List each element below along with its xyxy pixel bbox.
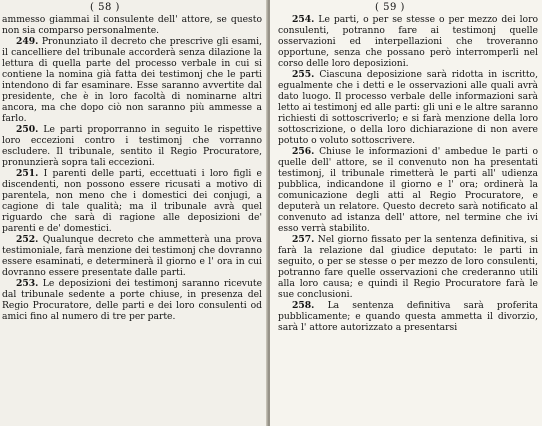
article-250	[2, 124, 262, 168]
article-249	[2, 36, 262, 124]
article-number: 258.	[292, 300, 315, 311]
right-page-text	[278, 14, 538, 426]
article-text: I parenti delle parti, eccettuati i loro figli e discendenti, non possono essere ricusati a motivo di parentela, non meno che i domestici dei conjugi, a cagione di tale qualità; ma il tribunale avrà quel riguardo che sarà di ragione alle deposizioni de' parenti e de' domestici.	[2, 168, 262, 234]
article-number: 255.	[292, 69, 315, 80]
article-258	[278, 300, 538, 333]
article-text: Chiuse le informazioni d' ambedue le parti o quelle dell' attore, se il convenuto non ha presentati testimonj, il tribunale rimetterà le parti all' udienza pubblica, indicandone il giorno e l' ora; ordinerà la comunicazione degli atti al Regio Procuratore, e deputerà un relatore. Questo decreto sarà notificato al convenuto ad istanza dell' attore, nel termine che ivi esso verrà stabilito.	[278, 146, 539, 234]
article-text: Le parti proporranno in seguito le rispettive loro eccezioni contro i testimonj che vorranno escludere. Il tribunale, sentito il Regio Procuratore, pronunzierà sopra tali eccezioni.	[2, 124, 262, 168]
left-page	[0, 0, 268, 426]
article-number: 249.	[16, 36, 39, 47]
page-number-right: ( 59 )	[375, 2, 405, 13]
article-255	[278, 69, 538, 146]
article-number: 252.	[16, 234, 39, 245]
article-text: Le deposizioni dei testimonj saranno ricevute dal tribunale sedente a porte chiuse, in presenza del Regio Procuratore, delle parti e dei loro consulenti od amici fino al numero di tre per parte.	[2, 278, 263, 322]
paragraph-continuation	[2, 14, 262, 36]
article-253	[2, 278, 262, 322]
article-text: Nel giorno fissato per la sentenza definitiva, si farà la relazione dal giudice deputato: le parti in seguito, o per se stesse o per mezzo de loro consulenti, potranno fare quelle osservazioni che crederanno utili alla loro causa; e quindi il Regio Procuratore farà le sue conclusioni.	[278, 234, 539, 300]
article-256	[278, 146, 538, 234]
article-text: Qualunque decreto che ammetterà una prova testimoniale, farà menzione dei testimonj che dovranno essere esaminati, e determinerà il giorno e l' ora in cui dovranno essere presentate dalle parti.	[2, 234, 262, 278]
page-number-left: ( 58 )	[90, 2, 120, 13]
left-page-text	[2, 14, 262, 426]
article-254	[278, 14, 538, 69]
right-page	[270, 0, 542, 426]
article-number: 250.	[16, 124, 39, 135]
article-text: ammesso giammai il consulente dell' attore, se questo non sia comparso personalmente.	[2, 14, 262, 36]
article-text: Le parti, o per se stesse o per mezzo dei loro consulenti, potranno fare ai testimonj quelle osservazioni ed interpellazioni che troveranno opportune, senza che possano però interromperli nel corso delle loro deposizioni.	[278, 14, 539, 69]
article-257	[278, 234, 538, 300]
article-text: Pronunziato il decreto che prescrive gli esami, il cancelliere del tribunale accorderà senza dilazione la lettura di quella parte del processo verbale in cui si contiene la nomina già fatta dei testimonj che le parti intendono di far esaminare. Esse saranno avvertite dal presidente, che è in loro facoltà di nominarne altri ancora, ma che dopo ciò non saranno più ammesse a farlo.	[2, 36, 262, 124]
article-number: 253.	[16, 278, 39, 289]
article-251	[2, 168, 262, 234]
article-number: 254.	[292, 14, 315, 25]
article-text: Ciascuna deposizione sarà ridotta in iscritto, egualmente che i detti e le osservazioni alle quali avrà dato luogo. Il processo verbale delle informazioni sarà letto ai testimonj ed alle parti: gli uni e le altre saranno richiesti di sottoscriverlo; e si farà menzione della loro sottoscrizione, o della loro dichiarazione di non avere potuto o voluto sottoscrivere.	[278, 69, 539, 146]
article-text: La sentenza definitiva sarà proferita pubblicamente; e quando questa ammetta il divorzio, sarà l' attore autorizzato a presentarsi	[278, 300, 539, 333]
article-number: 251.	[16, 168, 39, 179]
article-number: 257.	[292, 234, 315, 245]
article-252	[2, 234, 262, 278]
article-number: 256.	[292, 146, 315, 157]
